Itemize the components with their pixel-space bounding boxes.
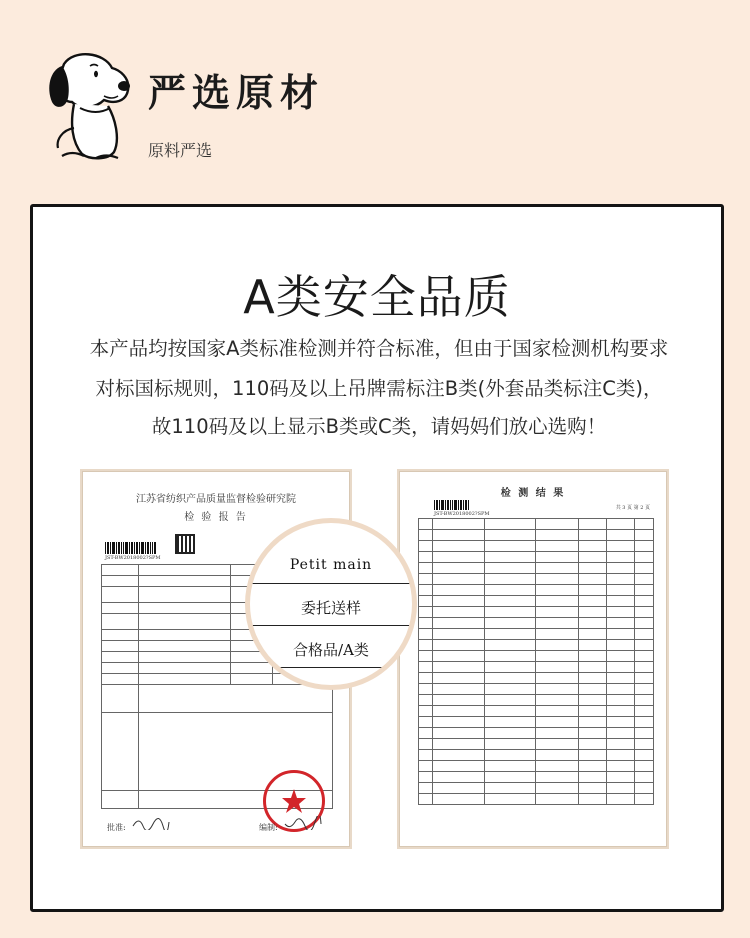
- description-line-3: 故110码及以上显示B类或C类，请妈妈们放心选购！: [151, 415, 607, 438]
- brand-header: [0, 0, 750, 200]
- qr-code-icon: [175, 534, 195, 554]
- result-table: [418, 518, 654, 805]
- magnified-brand: Petit main: [289, 557, 373, 573]
- preparer-signature: [283, 816, 323, 830]
- magnified-grade: 合格品/A类: [293, 641, 369, 659]
- result-barcode: [434, 500, 489, 517]
- description-line-2: 对标国标规则，110码及以上吊牌需标注B类(外套品类标注C类)，: [95, 377, 663, 400]
- brand-subtitle: 原料严选: [148, 141, 213, 160]
- report-institute: 江苏省纺织产品质量监督检验研究院: [136, 494, 296, 505]
- magnified-divider-1: [250, 583, 412, 584]
- report-title: 检 验 报 告: [184, 512, 248, 523]
- description-line-1: 本产品均按国家A类标准检测并符合标准，但由于国家检测机构要求: [89, 337, 669, 360]
- result-barcode-code: JST-BW2018002?SPM: [434, 511, 490, 517]
- inspection-report-right: [399, 471, 667, 847]
- prepared-label: 编制:: [259, 823, 278, 832]
- magnifier-circle: [245, 518, 417, 690]
- result-title: 检 测 结 果: [500, 488, 566, 499]
- magnified-delegation: 委托送样: [300, 599, 361, 617]
- barcode-code: JST-BW2018002?SPM: [105, 555, 161, 561]
- brand-title: 严选原材: [148, 70, 325, 115]
- page-info: 共 3 页 第 2 页: [615, 505, 650, 511]
- card-title: A类安全品质: [243, 270, 511, 324]
- barcode: [105, 542, 160, 561]
- approved-label: 批准:: [107, 823, 126, 832]
- snoopy-mascot-icon: [34, 44, 134, 164]
- approver-signature: [131, 816, 171, 830]
- magnified-divider-3: [250, 667, 412, 668]
- magnified-divider-2: [250, 625, 412, 626]
